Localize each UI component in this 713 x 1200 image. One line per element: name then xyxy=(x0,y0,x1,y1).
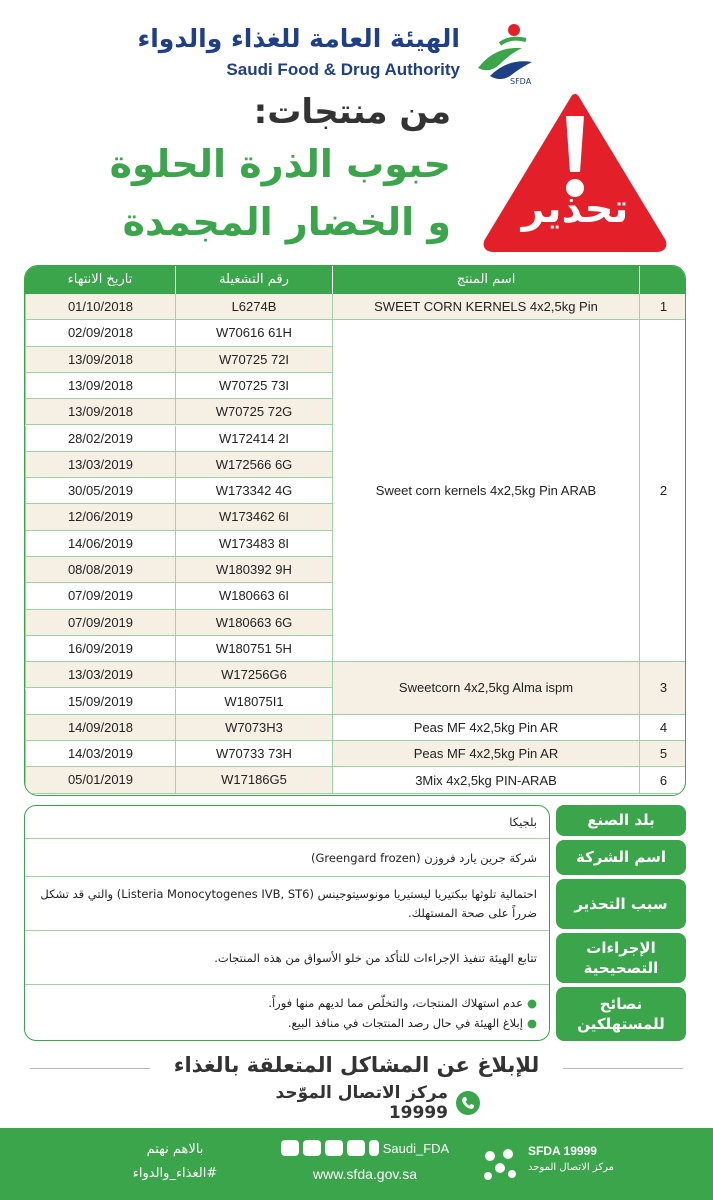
country-value: بلجيكا xyxy=(25,806,550,839)
expiry-date-cell: 07/09/2019 xyxy=(25,610,175,636)
call-center[interactable] xyxy=(230,1083,480,1123)
expiry-date-cell: 28/02/2019 xyxy=(25,426,175,452)
actions-label: الإجراءات التصحيحية xyxy=(556,933,686,983)
sfda-logo xyxy=(137,18,540,88)
actions-value: تتابع الهيئة تنفيذ الإجراءات للتأكد من خلو الأسواق من هذه المنتجات. xyxy=(25,931,550,985)
batch-number-cell: W70725 72G xyxy=(175,399,332,425)
social-handle[interactable]: Saudi_FDA xyxy=(382,1140,450,1156)
expiry-date-cell: 13/09/2018 xyxy=(25,347,175,373)
expiry-date-cell: 14/06/2019 xyxy=(25,531,175,557)
footer-slogan: بالاهم نهتم xyxy=(146,1142,204,1157)
batch-number-cell: W17186G5 xyxy=(175,767,332,793)
expiry-date-cell: 16/09/2019 xyxy=(25,636,175,662)
batch-number-cell: W180663 6G xyxy=(175,610,332,636)
batch-number-cell: W70725 73I xyxy=(175,373,332,399)
snapchat-icon[interactable] xyxy=(303,1140,321,1156)
footer-number: SFDA 19999 xyxy=(528,1144,597,1158)
header-batch: رقم التشغيلة xyxy=(175,266,332,294)
batch-number-cell: W173483 8I xyxy=(175,531,332,557)
country-label: بلد الصنع xyxy=(556,805,686,836)
youtube-icon[interactable] xyxy=(347,1140,365,1156)
row-number-cell: 1 xyxy=(639,294,686,320)
header-product: اسم المنتج xyxy=(332,266,639,294)
warning-word: تحذير xyxy=(521,186,629,232)
expiry-date-cell: 13/03/2019 xyxy=(25,452,175,478)
batch-number-cell: W173462 6I xyxy=(175,504,332,530)
expiry-date-cell: 12/06/2019 xyxy=(25,504,175,530)
advice-list xyxy=(25,985,550,1041)
expiry-date-cell: 30/05/2019 xyxy=(25,478,175,504)
sfda-mark-icon xyxy=(480,1144,520,1184)
expiry-date-cell: 01/10/2018 xyxy=(25,294,175,320)
details-table xyxy=(24,805,550,1041)
expiry-date-cell: 13/09/2018 xyxy=(25,399,175,425)
expiry-date-cell: 14/03/2019 xyxy=(25,741,175,767)
batch-number-cell: L6274B xyxy=(175,294,332,320)
product-name-cell: Sweet corn kernels 4x2,5kg Pin ARAB xyxy=(332,320,639,662)
batch-number-cell: W7073H3 xyxy=(175,715,332,741)
call-center-text: مركز الاتصال الموّحد 19999 xyxy=(275,1083,448,1123)
reason-label: سبب التحذير xyxy=(556,879,686,929)
product-name-cell: Peas MF 4x2,5kg Pin AR xyxy=(332,715,639,741)
expiry-date-cell: 13/03/2019 xyxy=(25,662,175,688)
facebook-icon[interactable] xyxy=(369,1140,379,1156)
row-number-cell: 4 xyxy=(639,715,686,741)
footer xyxy=(0,1128,713,1200)
logo-badge-text: SFDA xyxy=(510,77,532,86)
report-title: للإبلاغ عن المشاكل المتعلقة بالغذاء xyxy=(173,1053,540,1077)
batch-number-cell: W173342 4G xyxy=(175,478,332,504)
company-label: اسم الشركة xyxy=(556,840,686,875)
batch-number-cell: W70616 61H xyxy=(175,320,332,346)
row-number-cell: 3 xyxy=(639,662,686,715)
product-table xyxy=(24,265,686,796)
product-name-cell: Peas MF 4x2,5kg Pin AR xyxy=(332,741,639,767)
batch-number-cell: W70733 73H xyxy=(175,741,332,767)
expiry-date-cell: 14/09/2018 xyxy=(25,715,175,741)
logo-arabic-name: الهيئة العامة للغذاء والدواء xyxy=(137,24,460,53)
product-name-cell: Sweetcorn 4x2,5kg Alma ispm xyxy=(332,662,639,715)
row-number-cell: 2 xyxy=(639,320,686,662)
batch-number-cell: W18075I1 xyxy=(175,689,332,715)
expiry-date-cell: 02/09/2018 xyxy=(25,320,175,346)
batch-number-cell: W70725 72I xyxy=(175,347,332,373)
company-value: شركة جرين يارد فروزن (Greengard frozen) xyxy=(25,839,550,877)
product-name-cell: 3Mix 4x2,5kg PIN-ARAB xyxy=(332,767,639,793)
batch-number-cell: W172414 2I xyxy=(175,426,332,452)
footer-hashtag xyxy=(110,1138,240,1186)
footer-social xyxy=(270,1136,460,1182)
row-number-cell: 5 xyxy=(639,741,686,767)
title-line-1: حبوب الذرة الحلوة xyxy=(109,142,451,186)
expiry-date-cell: 08/08/2019 xyxy=(25,557,175,583)
batch-number-cell: W180392 9H xyxy=(175,557,332,583)
title-line-2: و الخضار المجمدة xyxy=(122,200,451,244)
advice-label: نصائح للمستهلكين xyxy=(556,987,686,1041)
from-products-label: من منتجات: xyxy=(253,92,451,132)
phone-icon xyxy=(456,1091,480,1115)
header-expiry: تاريخ الانتهاء xyxy=(25,266,175,294)
expiry-date-cell: 15/09/2019 xyxy=(25,689,175,715)
website-link[interactable]: www.sfda.gov.sa xyxy=(312,1166,417,1182)
reason-value: احتمالية تلوثها ببكتيريا ليستيريا مونوسيتوجينس (Listeria Monocytogenes IVB, ST6) والتي قد تشكل ضرراً على صحة المستهلك. xyxy=(25,877,550,931)
advice-item: ●عدم استهلاك المنتجات، والتخلّص مما لديهم منها فوراً. xyxy=(268,995,537,1010)
logo-english-name: Saudi Food & Drug Authority xyxy=(226,60,460,79)
batch-number-cell: W17256G6 xyxy=(175,662,332,688)
advice-item: ●إبلاغ الهيئة في حال رصد المنتجات في منافذ البيع. xyxy=(287,1015,537,1030)
twitter-icon[interactable] xyxy=(281,1140,299,1156)
header-number xyxy=(639,266,686,294)
batch-number-cell: W180663 6I xyxy=(175,583,332,609)
footer-hashtag-text[interactable]: #الغذاء_والدواء xyxy=(132,1166,218,1181)
row-number-cell: 6 xyxy=(639,767,686,793)
instagram-icon[interactable] xyxy=(325,1140,343,1156)
batch-number-cell: W172566 6G xyxy=(175,452,332,478)
batch-number-cell: W180751 5H xyxy=(175,636,332,662)
expiry-date-cell: 13/09/2018 xyxy=(25,373,175,399)
product-name-cell: SWEET CORN KERNELS 4x2,5kg Pin xyxy=(332,294,639,320)
sfda-emblem-icon xyxy=(470,18,540,88)
expiry-date-cell: 05/01/2019 xyxy=(25,767,175,793)
footer-call-center xyxy=(480,1142,680,1186)
footer-call-center-text: مركز الاتصال الموحد xyxy=(528,1162,614,1173)
expiry-date-cell: 07/09/2019 xyxy=(25,583,175,609)
